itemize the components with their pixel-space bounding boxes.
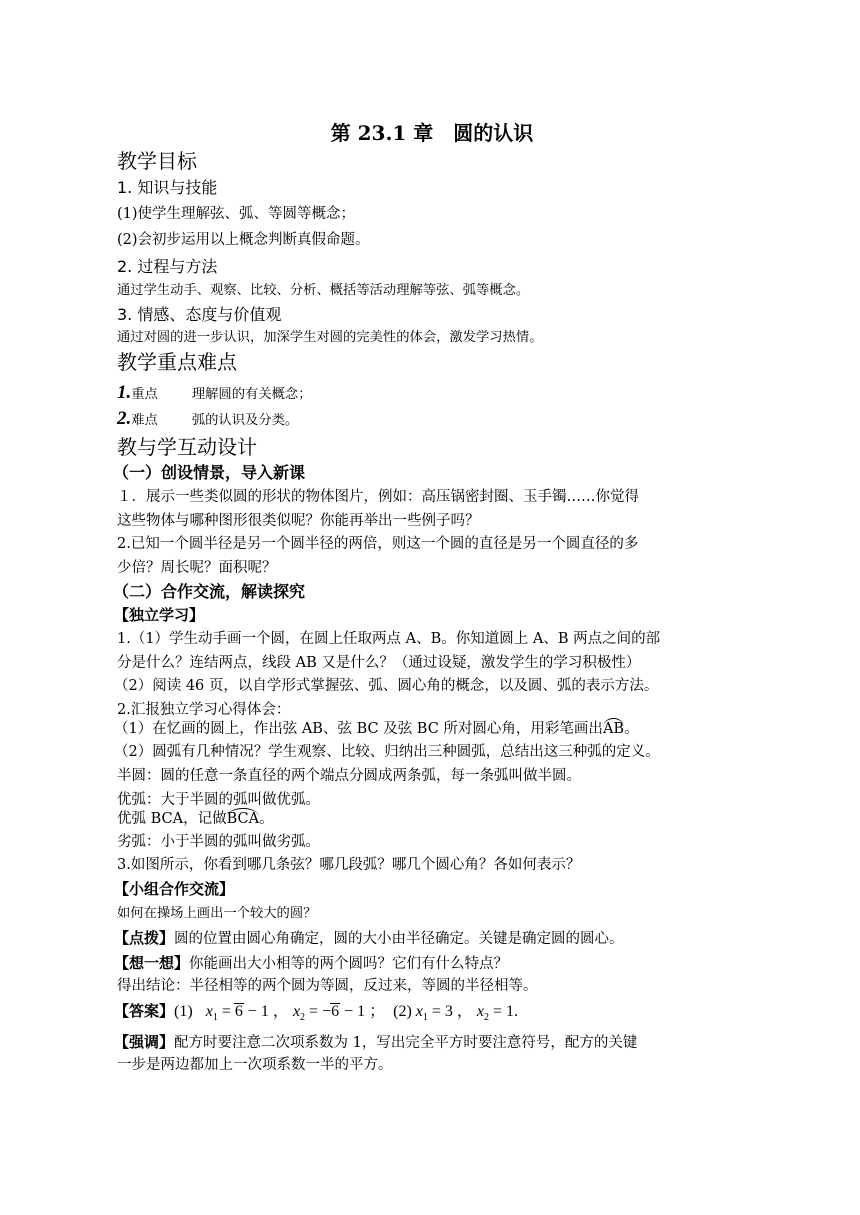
group-work-heading: 【小组合作交流】 <box>114 880 235 898</box>
goals-s3-text: 通过对圆的进一步认识，加深学生对圆的完美性的体会，激发学习热情。 <box>117 330 543 345</box>
part2-heading: （二）合作交流，解读探究 <box>113 582 306 601</box>
part1-p1-line1: １．展示一些类似圆的形状的物体图片，例如：高压锅密封圈、玉手镯……你觉得 <box>117 489 639 505</box>
part1-p2-line2: 少倍？周长呢？面积呢？ <box>117 560 277 576</box>
answer-part1-label: (1) <box>174 1003 193 1020</box>
conclusion-text: 得出结论：半径相等的两个圆为等圆，反过来，等圆的半径相等。 <box>117 978 538 994</box>
think-text: 你能画出大小相等的两个圆吗？它们有什么特点？ <box>189 956 509 972</box>
indep-2-line1: 2.汇报独立学习心得体会： <box>117 702 291 718</box>
tip-text: 圆的位置由圆心角确定，圆的大小由半径确定。关键是确定圆的圆心。 <box>174 931 624 947</box>
goals-heading: 教学目标 <box>117 149 197 173</box>
emphasis-label: 【强调】 <box>114 1033 175 1051</box>
answer-part2-label: (2) <box>393 1003 412 1020</box>
indep-2-line2-text: （1）在忆画的圆上，作出弦 AB、弦 BC 及弦 BC 所对圆心角，用彩笔画出 <box>114 721 603 737</box>
keypoint-number: 2. <box>117 408 132 429</box>
indep-1-line2: 分是什么？连结两点，线段 AB 又是什么？（通过设疑，激发学生的学习积极性） <box>117 655 641 671</box>
major-arc-example <box>117 812 274 827</box>
answer-equations-2: $x_1 = 3$ ， $x_2 = 1$. <box>415 1003 519 1024</box>
part1-p1-line2: 这些物体与哪种图形很类似呢？你能再举出一些例子吗？ <box>117 513 480 529</box>
indep-1-line3: （2）阅读 46 页，以自学形式掌握弦、弧、圆心角的概念，以及圆、弧的表示方法。 <box>114 678 659 694</box>
goals-s1-line2: (2)会初步运用以上概念判断真假命题。 <box>117 232 370 248</box>
answer-equations: $x_1 = 6 - 1$ ， $x_2 = -6 - 1$ ； <box>205 1003 394 1024</box>
part1-p2-line1: 2.已知一个圆半径是另一个圆半径的两倍，则这一个圆的直径是另一个圆直径的多 <box>117 536 639 552</box>
arc-ab: AB <box>602 721 625 737</box>
keypoint-difficult <box>117 409 298 428</box>
emphasis-line1: 配方时要注意二次项系数为 1，写出完全平方时要注意符号，配方的关键 <box>174 1035 638 1051</box>
indep-1-line1: 1.（1）学生动手画一个圆，在圆上任取两点 A、B。你知道圆上 A、B 两点之间的部 <box>117 631 661 647</box>
indep-2-line2-end: 。 <box>624 721 639 737</box>
emphasis-paragraph <box>114 1034 637 1051</box>
answer-paragraph <box>114 1003 518 1023</box>
keypoint-number: 1. <box>117 382 132 403</box>
major-arc-example-end: 。 <box>259 811 274 827</box>
tip-label: 【点拨】 <box>114 929 175 947</box>
keypoint-label: 重点 <box>131 387 158 402</box>
indep-2-line2 <box>114 722 639 737</box>
goals-section2-heading: 2. 过程与方法 <box>117 257 218 276</box>
part1-heading: （一）创设情景，导入新课 <box>113 463 306 482</box>
think-paragraph <box>114 955 508 972</box>
emphasis-line2: 一步是两边都加上一次项系数一半的平方。 <box>117 1057 393 1073</box>
think-label: 【想一想】 <box>114 954 190 972</box>
independent-study-heading: 【独立学习】 <box>114 606 205 624</box>
group-work-text: 如何在操场上画出一个较大的圆？ <box>117 906 317 921</box>
keypoint-label: 难点 <box>131 413 158 428</box>
major-arc-def: 优弧：大于半圆的弧叫做优弧。 <box>117 792 320 808</box>
minor-arc-def: 劣弧：小于半圆的弧叫做劣弧。 <box>117 834 320 850</box>
goals-section3-heading: 3. 情感、态度与价值观 <box>117 305 282 324</box>
semicircle-def: 半圆：圆的任意一条直径的两个端点分圆成两条弧，每一条弧叫做半圆。 <box>117 768 581 784</box>
goals-s2-text: 通过学生动手、观察、比较、分析、概括等活动理解等弦、弧等概念。 <box>117 283 530 298</box>
indep-2-line3: （2）圆弧有几种情况？学生观察、比较、归纳出三种圆弧，总结出这三种弧的定义。 <box>114 744 660 760</box>
design-heading: 教与学互动设计 <box>117 435 257 459</box>
major-arc-example-text: 优弧 BCA，记做 <box>117 811 227 827</box>
page-title: 第 23.1 章 圆的认识 <box>330 121 534 145</box>
keypoint-important <box>117 383 312 402</box>
indep-3: 3.如图所示，你看到哪几条弦？哪几段弧？哪几个圆心角？各如何表示？ <box>117 857 581 873</box>
keypoint-text: 理解圆的有关概念； <box>191 387 312 402</box>
arc-bca: BCA <box>226 811 260 827</box>
goals-s1-line1: (1)使学生理解弦、弧、等圆等概念； <box>117 206 356 222</box>
keypoints-heading: 教学重点难点 <box>117 350 237 374</box>
tip-paragraph <box>114 930 624 947</box>
answer-label: 【答案】 <box>114 1002 175 1020</box>
keypoint-text: 弧的认识及分类。 <box>191 413 299 428</box>
goals-section1-heading: 1. 知识与技能 <box>117 178 218 197</box>
